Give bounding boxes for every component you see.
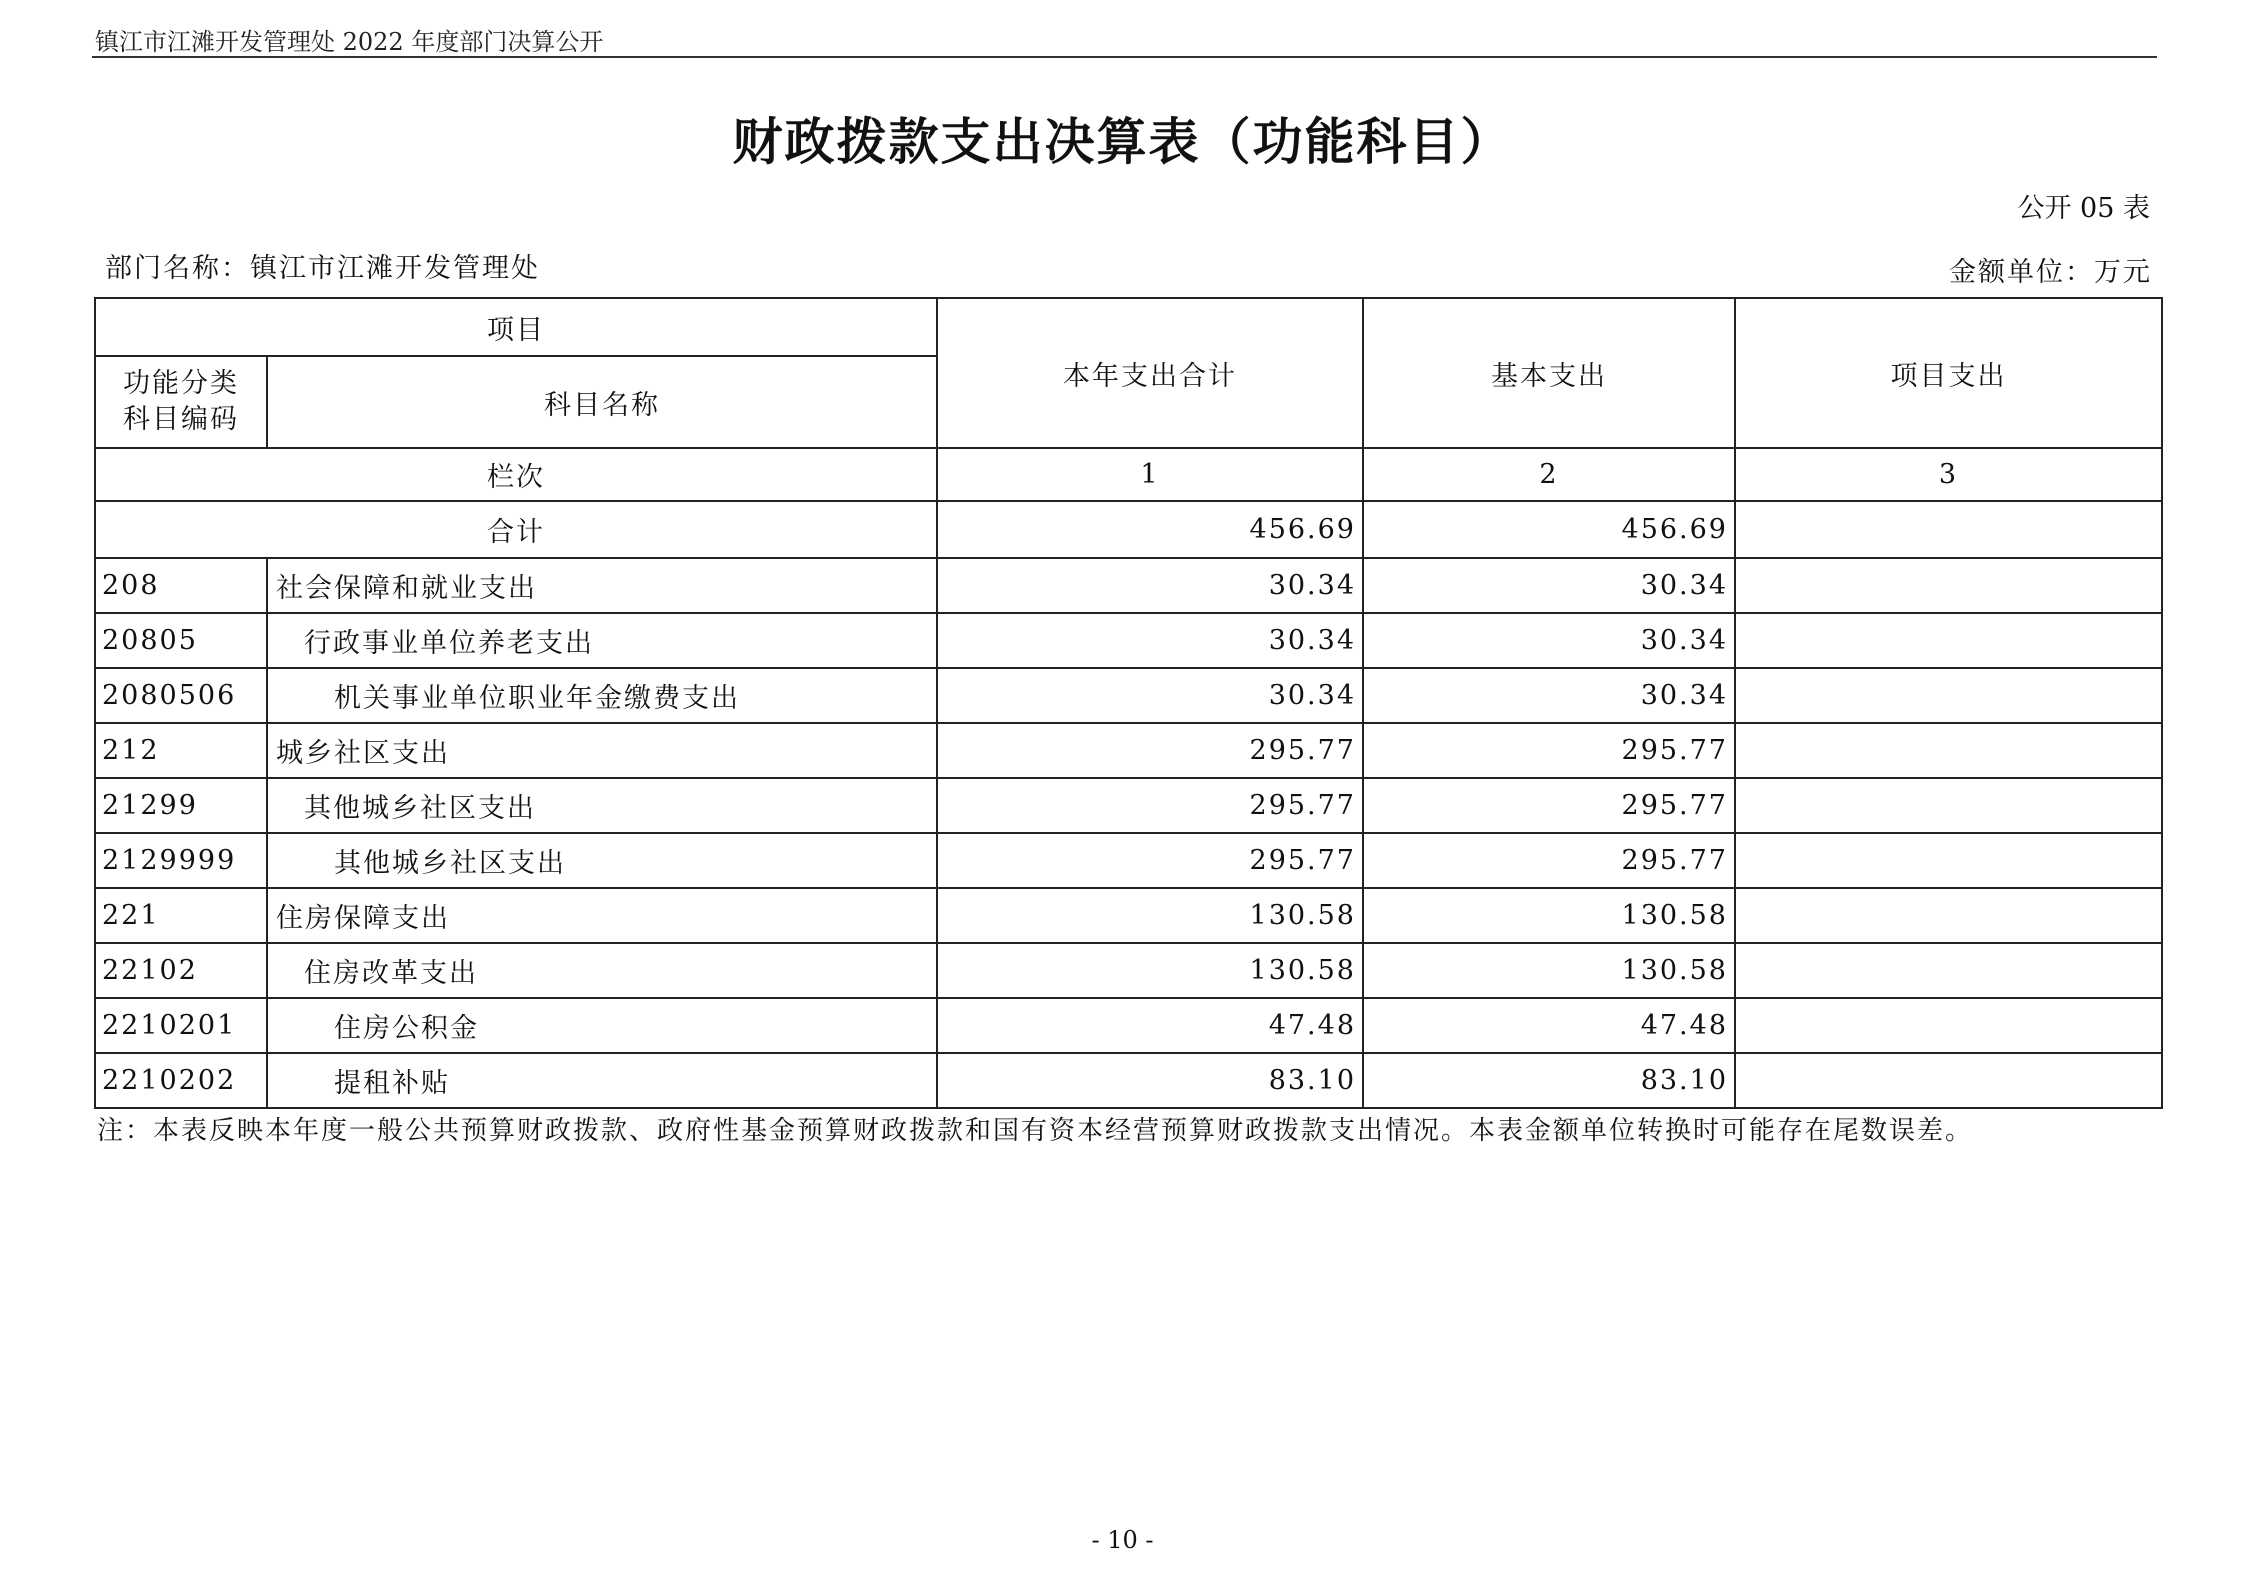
row-project (1735, 833, 2162, 888)
header-code: 功能分类 科目编码 (95, 356, 267, 448)
row-code: 2129999 (95, 833, 267, 888)
row-name: 住房改革支出 (267, 943, 937, 998)
row-code: 2080506 (95, 668, 267, 723)
row-name: 城乡社区支出 (267, 723, 937, 778)
header-basic: 基本支出 (1363, 298, 1735, 448)
row-total: 47.48 (937, 998, 1363, 1053)
row-name: 住房保障支出 (267, 888, 937, 943)
row-project (1735, 998, 2162, 1053)
row-code: 22102 (95, 943, 267, 998)
column-label: 栏次 (95, 448, 937, 501)
row-total: 30.34 (937, 558, 1363, 613)
row-total: 295.77 (937, 833, 1363, 888)
row-code: 21299 (95, 778, 267, 833)
row-basic: 130.58 (1363, 943, 1735, 998)
column-1: 1 (937, 448, 1363, 501)
row-project (1735, 723, 2162, 778)
row-project (1735, 613, 2162, 668)
row-basic: 295.77 (1363, 833, 1735, 888)
row-total: 130.58 (937, 943, 1363, 998)
table-row (95, 998, 2162, 1053)
department-name: 部门名称：镇江市江滩开发管理处 (105, 253, 540, 284)
page-number: - 10 - (1091, 1526, 1154, 1554)
row-basic: 83.10 (1363, 1053, 1735, 1108)
table-row (95, 723, 2162, 778)
row-name: 社会保障和就业支出 (267, 558, 937, 613)
row-code: 221 (95, 888, 267, 943)
row-project (1735, 888, 2162, 943)
sum-project (1735, 501, 2162, 558)
row-name: 其他城乡社区支出 (267, 833, 937, 888)
row-project (1735, 778, 2162, 833)
row-project (1735, 558, 2162, 613)
column-number-row (95, 448, 2162, 501)
sum-basic: 456.69 (1363, 501, 1735, 558)
table-row (95, 613, 2162, 668)
header-subject: 科目名称 (267, 356, 937, 448)
row-code: 2210202 (95, 1053, 267, 1108)
header-project: 项目支出 (1735, 298, 2162, 448)
sum-total: 456.69 (937, 501, 1363, 558)
row-total: 30.34 (937, 613, 1363, 668)
row-project (1735, 1053, 2162, 1108)
row-name: 其他城乡社区支出 (267, 778, 937, 833)
running-header: 镇江市江滩开发管理处 2022 年度部门决算公开 (95, 28, 604, 56)
row-basic: 47.48 (1363, 998, 1735, 1053)
row-basic: 130.58 (1363, 888, 1735, 943)
page-title: 财政拨款支出决算表（功能科目） (732, 112, 1513, 171)
row-total: 295.77 (937, 723, 1363, 778)
row-name: 行政事业单位养老支出 (267, 613, 937, 668)
row-name: 住房公积金 (267, 998, 937, 1053)
table-number: 公开 05 表 (2017, 193, 2150, 224)
table-row (95, 943, 2162, 998)
row-basic: 295.77 (1363, 723, 1735, 778)
header-row-1 (95, 298, 2162, 356)
row-total: 130.58 (937, 888, 1363, 943)
row-basic: 30.34 (1363, 668, 1735, 723)
row-total: 30.34 (937, 668, 1363, 723)
column-2: 2 (1363, 448, 1735, 501)
row-code: 212 (95, 723, 267, 778)
row-project (1735, 668, 2162, 723)
row-code: 20805 (95, 613, 267, 668)
row-total: 295.77 (937, 778, 1363, 833)
table-row (95, 833, 2162, 888)
row-basic: 295.77 (1363, 778, 1735, 833)
sum-label: 合计 (95, 501, 937, 558)
row-name: 机关事业单位职业年金缴费支出 (267, 668, 937, 723)
row-code: 208 (95, 558, 267, 613)
header-item: 项目 (95, 298, 937, 356)
table-row (95, 888, 2162, 943)
table-row (95, 668, 2162, 723)
row-basic: 30.34 (1363, 558, 1735, 613)
amount-unit: 金额单位：万元 (1949, 257, 2152, 288)
row-total: 83.10 (937, 1053, 1363, 1108)
row-code: 2210201 (95, 998, 267, 1053)
expenditure-table (94, 297, 2163, 1109)
row-basic: 30.34 (1363, 613, 1735, 668)
table-row (95, 778, 2162, 833)
sum-row (95, 501, 2162, 558)
header-total: 本年支出合计 (937, 298, 1363, 448)
row-project (1735, 943, 2162, 998)
table-row (95, 558, 2162, 613)
row-name: 提租补贴 (267, 1053, 937, 1108)
table-row (95, 1053, 2162, 1108)
footnote: 注：本表反映本年度一般公共预算财政拨款、政府性基金预算财政拨款和国有资本经营预算财政拨款支出情况。本表金额单位转换时可能存在尾数误差。 (97, 1116, 1974, 1146)
header-rule (92, 56, 2157, 58)
column-3: 3 (1735, 448, 2162, 501)
